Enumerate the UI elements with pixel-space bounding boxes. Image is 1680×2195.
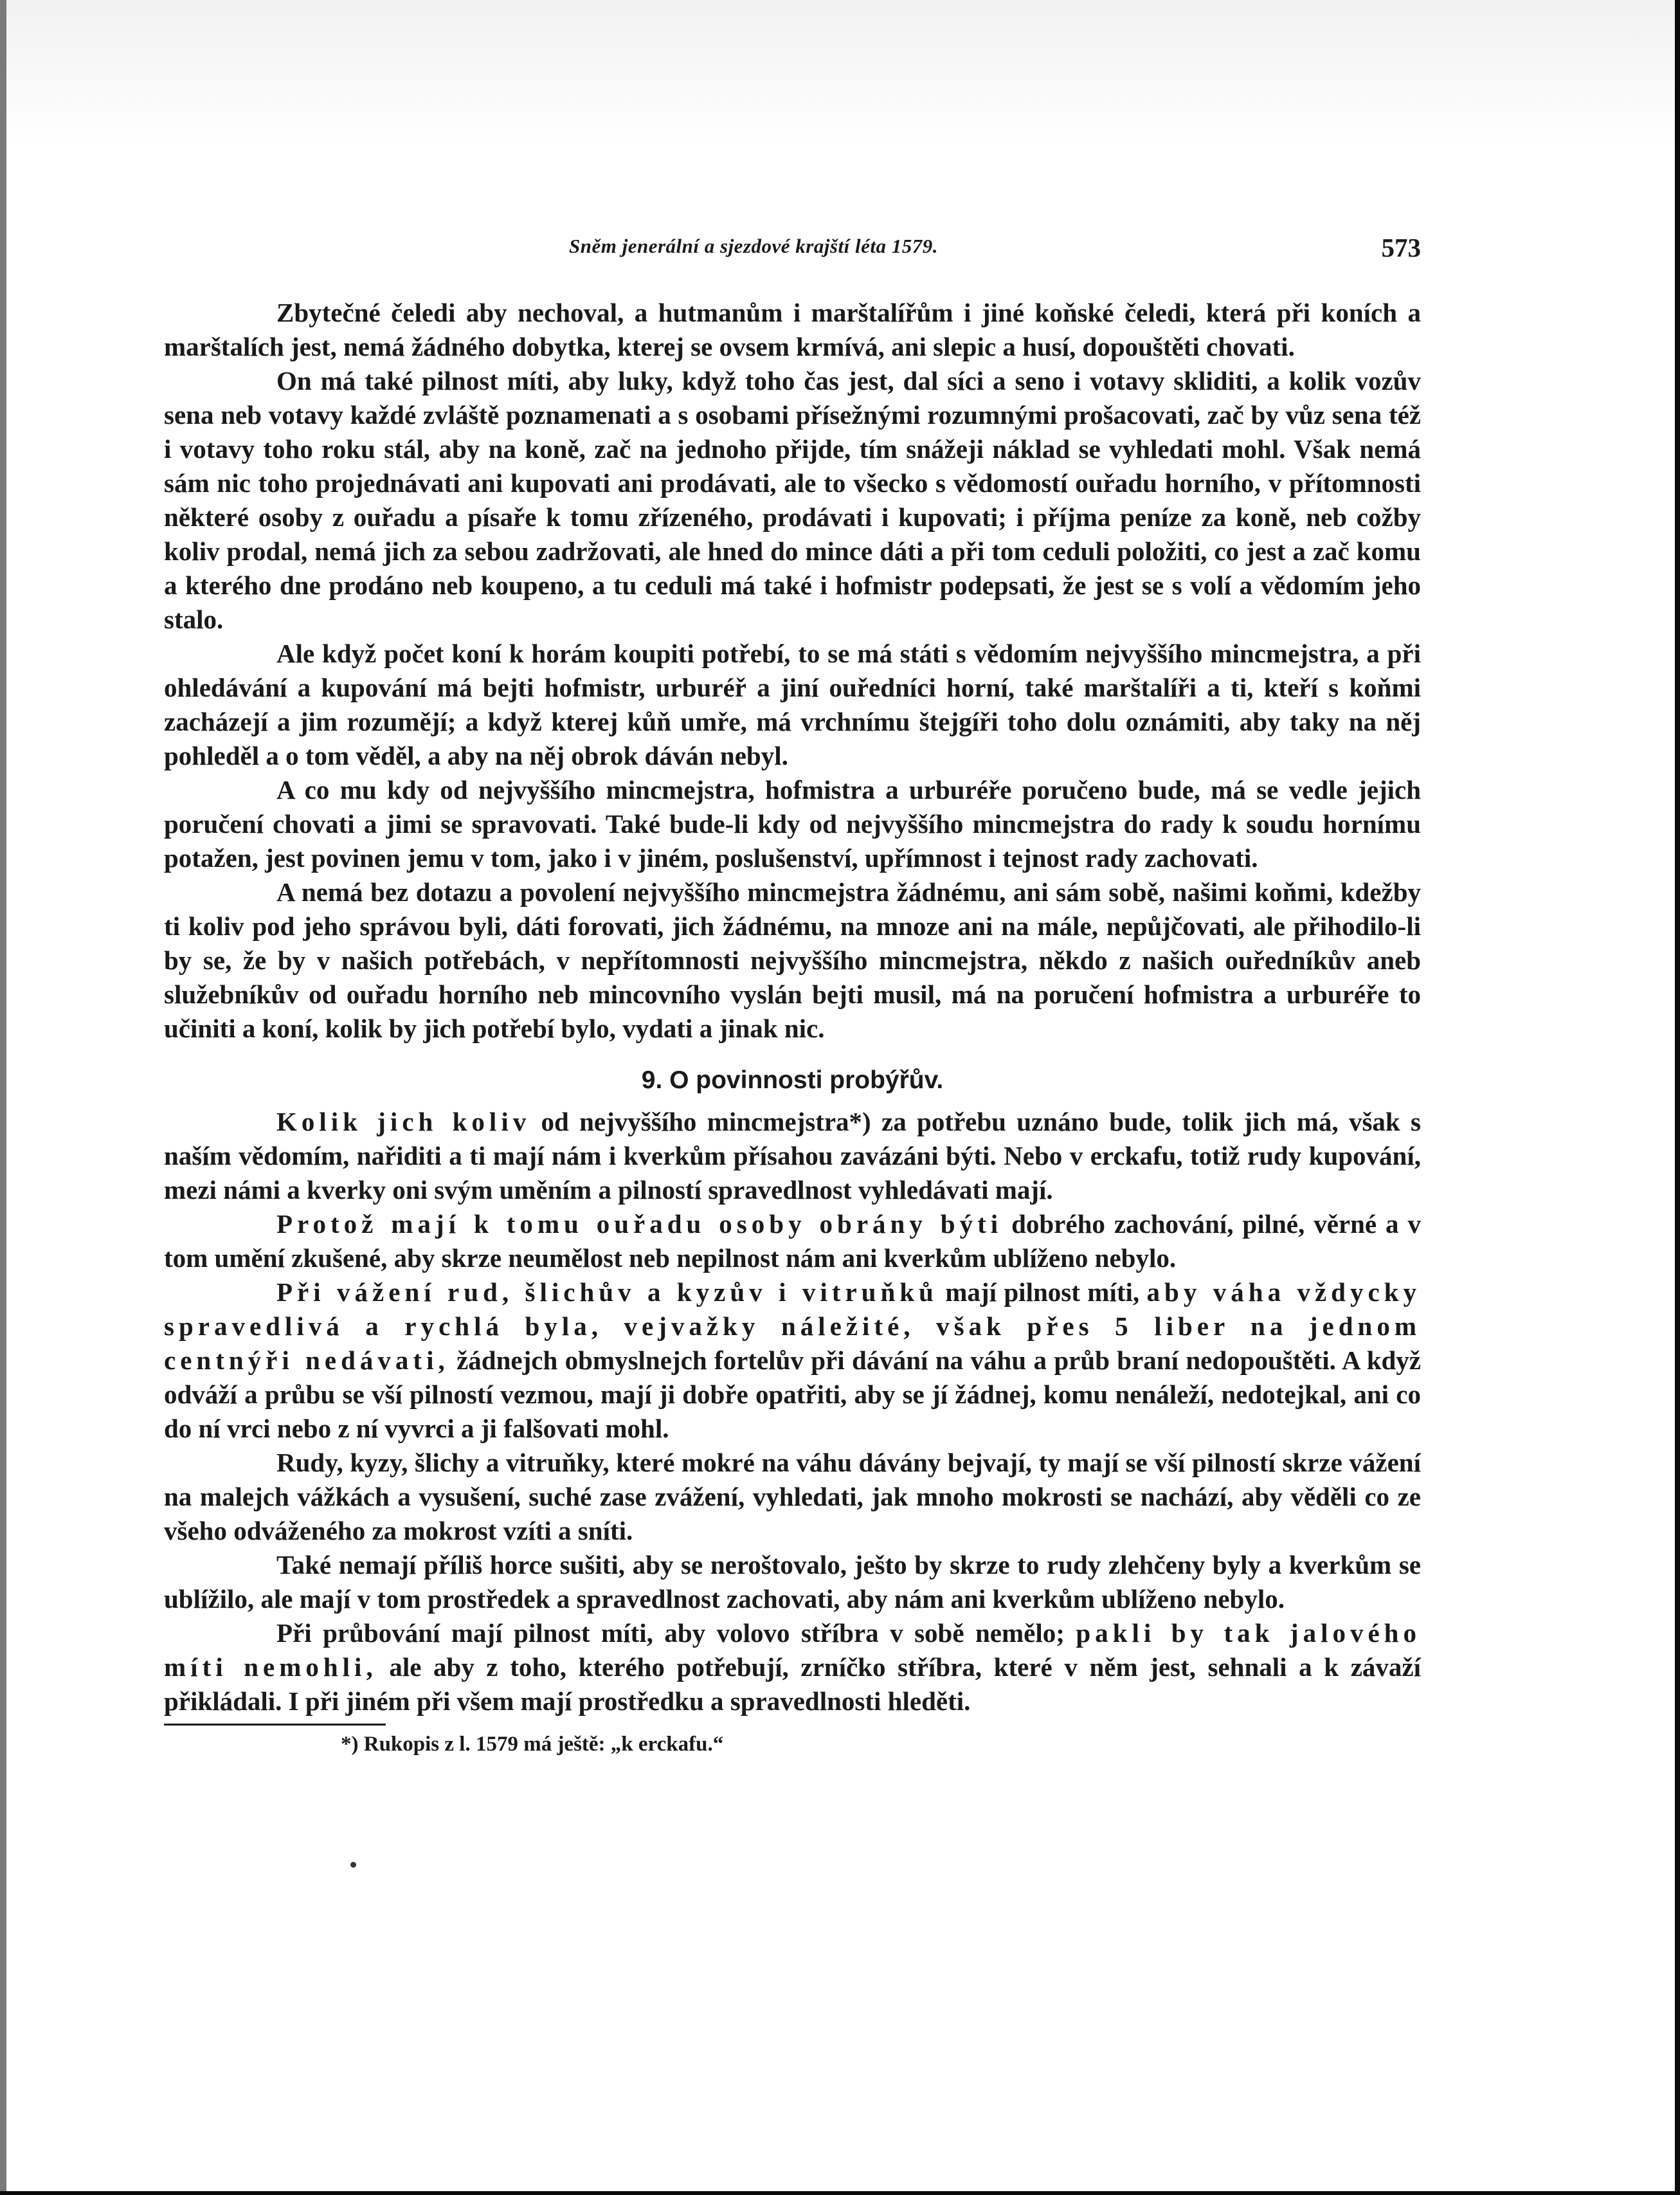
paragraph: [164, 875, 1421, 1046]
text-run: A co mu kdy od nejvyššího mincmejstra, hofmistra a urburéře poručeno bude, má se vedle jejich poručení chovati a jimi se spravovati. Také bude-li kdy od nejvyššího mincmejstra do rady k soudu hornímu potažen, jest povinen jemu v tom, jako i v jiném, poslušenství, upřímnost i tejnost rady zachovati.: [164, 775, 1421, 873]
paragraph: [164, 296, 1421, 364]
text-run: od nejvyššího mincmejstra*) za potřebu uznáno bude, tolik jich má, však s naším vědomím, nařiditi a ti mají nám i kverkům přísahou zavázáni býti. Nebo v erckafu, totiž rudy kupování, mezi námi a kverky oni svým uměním a pilností spravedlnost vyhledávati mají.: [164, 1107, 1421, 1205]
text-run: Také nemají příliš horce sušiti, aby se neroštovalo, ješto by skrze to rudy zlehčeny byly a kverkům se ublížilo, ale mají v tom prostředek a spravedlnost zachovati, aby nám ani kverkům ublíženo nebylo.: [164, 1550, 1421, 1614]
scan-edge-left: [0, 0, 6, 2195]
running-head: [164, 228, 1421, 273]
text-run: Při průbování mají pilnost míti, aby volovo stříbra v sobě nemělo;: [276, 1618, 1076, 1648]
spaced-emphasis: Protož mají k tomu ouřadu osoby obrány býti: [276, 1209, 1003, 1239]
body-text: [164, 296, 1421, 1759]
paragraphs-after-section: [164, 1105, 1421, 1718]
paragraph: [164, 1616, 1421, 1718]
text-run: ale aby z toho, kterého potřebují, zrníčko stříbra, které v něm jest, sehnali a k závaží přikládali. I při jiném při všem mají prostředku a spravedlnosti hleděti.: [164, 1652, 1421, 1716]
paragraph: [164, 364, 1421, 637]
scan-edge-bottom: [0, 2191, 1680, 2195]
running-title: Sněm jenerální a sjezdové krajští léta 1579.: [569, 235, 938, 257]
paragraph: [164, 637, 1421, 773]
paragraph: [164, 1207, 1421, 1275]
section-heading: 9. O povinnosti probýřův.: [641, 1066, 944, 1094]
paragraph: [164, 773, 1421, 875]
spaced-emphasis: aby váha vždycky spravedlivá a rychlá byla, vejvažky náležité, však přes 5 liber na jednom centnýři nedávati,: [164, 1277, 1421, 1375]
page-number: 573: [1381, 233, 1421, 262]
text-run: mají pilnost míti,: [937, 1277, 1147, 1307]
paragraph: [164, 1275, 1421, 1446]
spaced-emphasis: Při vážení rud, šlichův a kyzův i vitruňků: [276, 1277, 938, 1307]
scan-shading: [0, 0, 1680, 148]
spaced-emphasis: pakli by tak jalového míti nemohli,: [164, 1618, 1421, 1682]
scan-speck: [350, 1862, 356, 1868]
paragraphs-before-section: [164, 296, 1421, 1046]
paragraph: [164, 1446, 1421, 1548]
text-run: Rudy, kyzy, šlichy a vitruňky, které mokré na váhu dávány bejvají, ty mají se vší pilností skrze vážení na malejch vážkách a vysušení, suché zase zvážení, vyhledati, jak mnoho mokrosti se nachází, aby věděli co ze všeho odváženého za mokrost vzíti a sníti.: [164, 1448, 1421, 1545]
text-run: žádnejch obmyslnejch fortelův při dávání na váhu a průb braní nedopouštěti. A když odváží a průbu se vší pilností vezmou, mají ji dobře opatřiti, aby se jí žádnej, komu nenáleží, nedotejkal, ani co do ní vrci nebo z ní vyvrci a ji falšovati mohl.: [164, 1345, 1421, 1443]
text-run: Zbytečné čeledi aby nechoval, a hutmanům i marštalířům i jiné koňské čeledi, která při koních a marštalích jest, nemá žádného dobytka, kterej se ovsem krmívá, ani slepic a husí, dopouštěti chovati.: [164, 298, 1421, 361]
scan-edge-right: [1675, 0, 1680, 2195]
footnote-rule: [164, 1724, 386, 1726]
paragraph: [164, 1105, 1421, 1207]
text-run: Ale když počet koní k horám koupiti potřebí, to se má státi s vědomím nejvyššího mincmejstra, a při ohledávání a kupování má bejti hofmistr, urburéř a jiní ouředníci horní, také marštalíři a ti, kteří s koňmi zacházejí a jim rozumějí; a když kterej kůň umře, má vrchnímu štejgíři toho dolu oznámiti, aby taky na něj pohleděl a o tom věděl, a aby na něj obrok dáván nebyl.: [164, 639, 1421, 770]
footnote: *) Rukopis z l. 1579 má ještě: „k erckafu.“: [341, 1733, 724, 1756]
text-run: A nemá bez dotazu a povolení nejvyššího mincmejstra žádnému, ani sám sobě, našimi koňmi, kdežby ti koliv pod jeho správou byli, dáti forovati, jich žádnému, na mnoze ani na mále, nepůjčovati, ale přihodilo-li by se, že by v našich potřebách, v nepřítomnosti nejvyššího mincmejstra, někdo z našich ouředníkův aneb služebníkův od ouřadu horního neb mincovního vyslán bejti musil, má na poručení hofmistra a urburéře to učiniti a koní, kolik by jich potřebí bylo, vydati a jinak nic.: [164, 877, 1421, 1043]
spaced-emphasis: Kolik jich koliv: [276, 1107, 531, 1136]
text-run: dobrého zachování, pilné, věrné a v tom umění zkušené, aby skrze neumělost neb nepilnost nám ani kverkům ublíženo nebylo.: [164, 1209, 1421, 1273]
text-run: On má také pilnost míti, aby luky, když toho čas jest, dal síci a seno i votavy skliditi, a kolik vozův sena neb votavy každé zvláště poznamenati a s osobami přísežnými rozumnými prošacovati, zač by vůz sena též i votavy toho roku stál, aby na koně, zač na jednoho přijde, tím snážeji náklad se vyhledati mohl. Však nemá sám nic toho projednávati ani kupovati ani prodávati, ale to všecko s vědomostí ouřadu horního, v přítomnosti některé osoby z ouřadu a písaře k tomu zřízeného, prodávati i kupovati; i příjma peníze za koně, neb cožby koliv prodal, nemá jich za sebou zadržovati, ale hned do mince dáti a při tom ceduli položiti, co jest a zač komu a kterého dne prodáno neb koupeno, a tu ceduli má také i hofmistr podepsati, že jest se s volí a vědomím jeho stalo.: [164, 366, 1421, 634]
paragraph: [164, 1548, 1421, 1616]
